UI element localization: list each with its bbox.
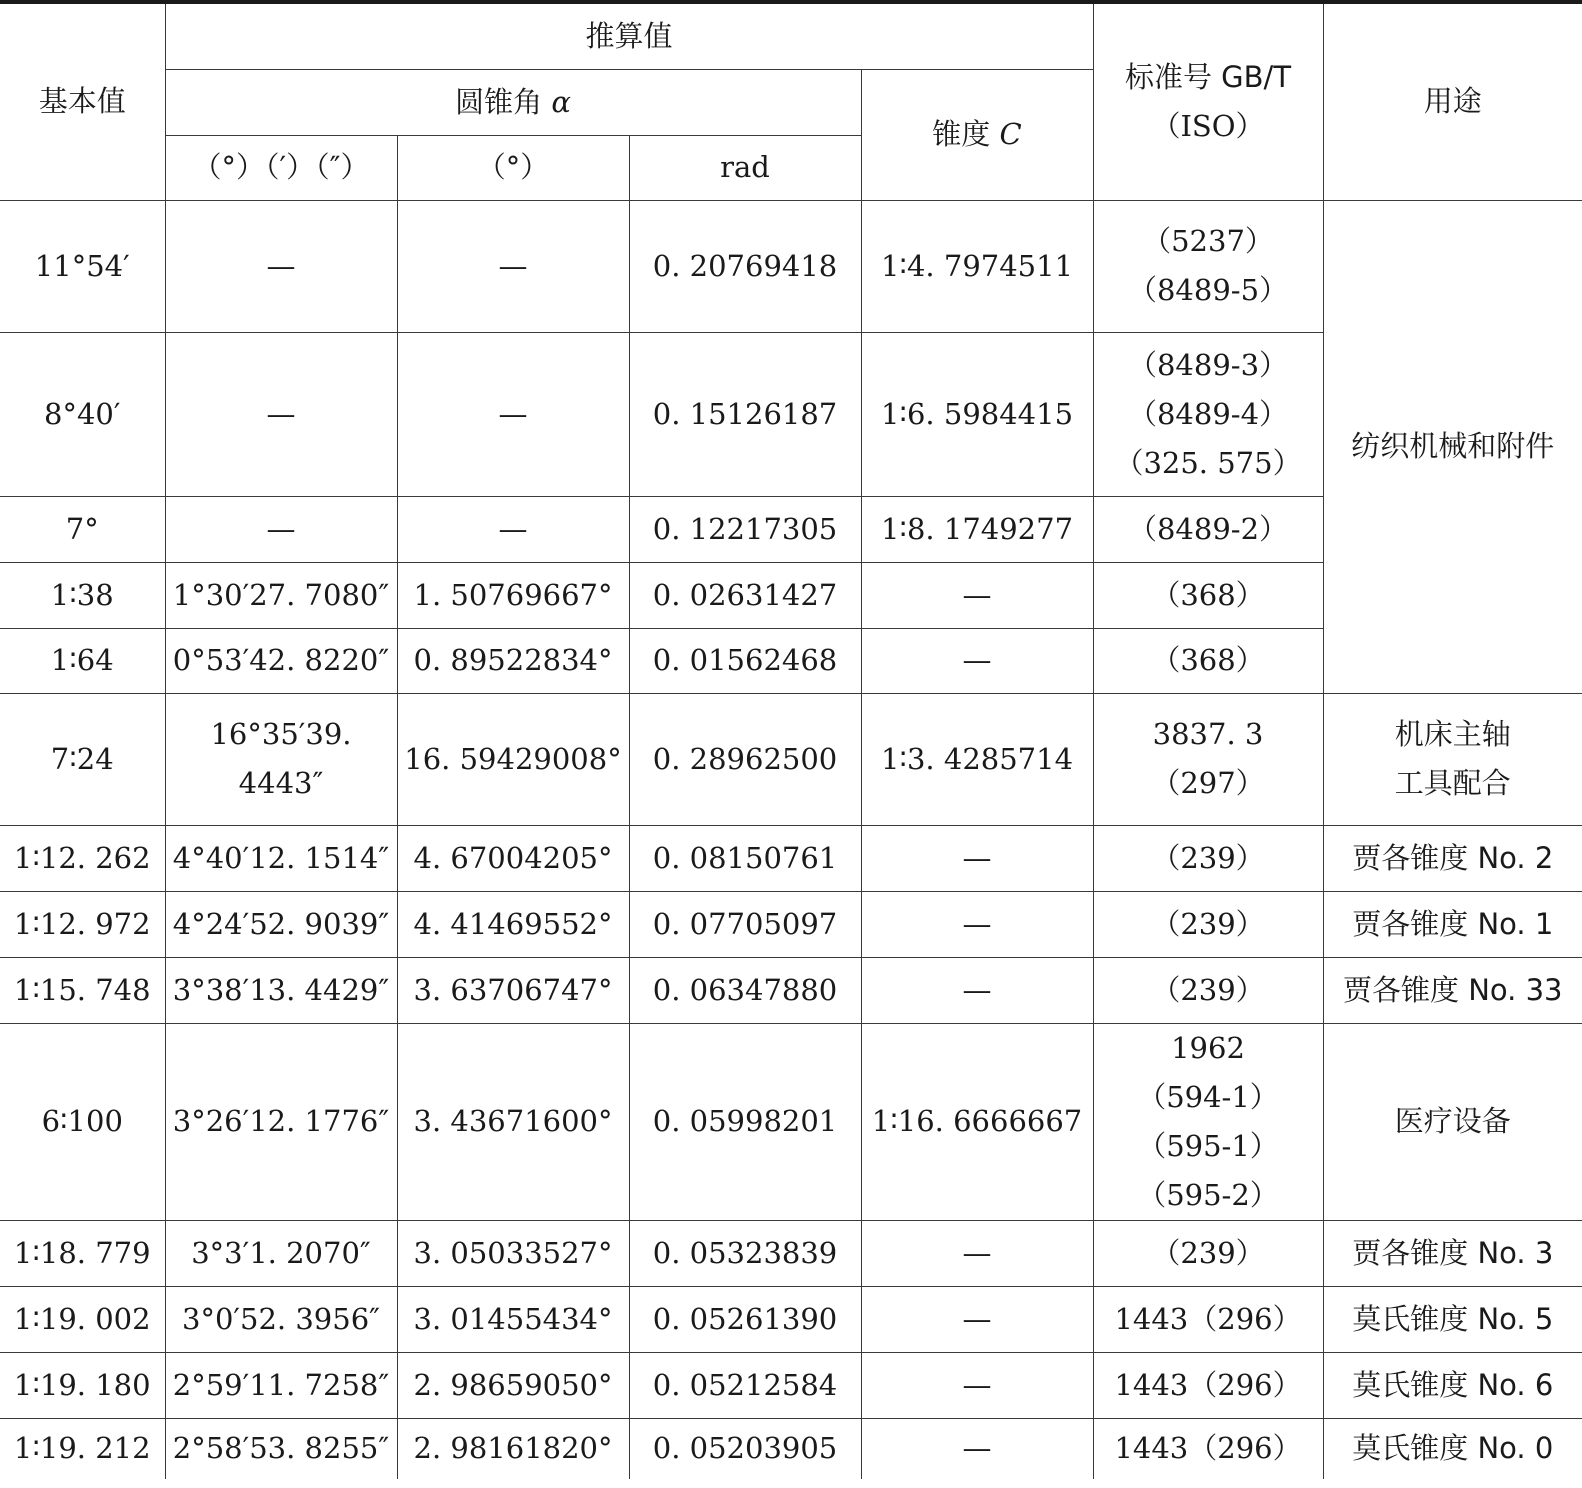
cell-taper: — <box>861 1220 1093 1286</box>
cell-standard-no <box>1093 891 1323 957</box>
cell-standard-no <box>1093 562 1323 628</box>
cell-taper: 1∶16. 6666667 <box>861 1023 1093 1220</box>
standard-no-line: （239） <box>1151 1235 1265 1270</box>
cell-angle-deg: 3. 05033527° <box>397 1220 629 1286</box>
standard-no-line: （325. 575） <box>1114 445 1302 480</box>
header-standard-no-line1: 标准号 GB/T <box>1124 59 1292 94</box>
cell-angle-rad: 0. 05212584 <box>629 1352 861 1418</box>
table-row <box>0 825 1582 891</box>
cell-standard-no <box>1093 332 1323 496</box>
cell-basic-value: 8°40′ <box>0 332 165 496</box>
table-row <box>0 693 1582 825</box>
standard-no-line: （594-1） <box>1137 1079 1279 1114</box>
cell-taper: 1∶6. 5984415 <box>861 332 1093 496</box>
standard-no-line: 1443（296） <box>1114 1301 1302 1336</box>
cell-taper: — <box>861 1352 1093 1418</box>
cell-usage <box>1323 1220 1582 1286</box>
standard-no-line: （595-2） <box>1137 1177 1279 1212</box>
table-row <box>0 1220 1582 1286</box>
cell-angle-dms: — <box>165 332 397 496</box>
cell-usage <box>1323 1352 1582 1418</box>
cell-angle-rad: 0. 05323839 <box>629 1220 861 1286</box>
cell-angle-dms: 1°30′27. 7080″ <box>165 562 397 628</box>
cell-taper: — <box>861 891 1093 957</box>
cell-angle-rad: 0. 12217305 <box>629 496 861 562</box>
usage-line: 机床主轴 <box>1394 717 1511 751</box>
cell-angle-deg: 3. 43671600° <box>397 1023 629 1220</box>
table-row <box>0 200 1582 332</box>
header-cone-angle-label: 圆锥角 <box>455 84 543 119</box>
standard-no-line: （368） <box>1151 577 1265 612</box>
cell-angle-deg: 3. 63706747° <box>397 957 629 1023</box>
cell-basic-value: 1∶64 <box>0 628 165 693</box>
cell-standard-no <box>1093 496 1323 562</box>
c-symbol: C <box>999 117 1022 151</box>
standard-no-line: 1962 <box>1171 1030 1245 1065</box>
taper-table <box>0 4 1582 1479</box>
standard-no-line: （368） <box>1151 643 1265 677</box>
cell-angle-rad: 0. 07705097 <box>629 891 861 957</box>
alpha-symbol: α <box>551 84 571 119</box>
cell-basic-value: 6∶100 <box>0 1023 165 1220</box>
standard-no-line: （5237） <box>1142 224 1274 258</box>
usage-line: 工具配合 <box>1394 766 1511 800</box>
cell-basic-value: 1∶12. 972 <box>0 891 165 957</box>
cell-basic-value: 1∶19. 212 <box>0 1418 165 1479</box>
header-col-dms: （°）（′）（″） <box>165 135 397 200</box>
header-standard-no <box>1093 4 1323 200</box>
cell-angle-dms: 3°38′13. 4429″ <box>165 957 397 1023</box>
cell-angle-deg: 2. 98161820° <box>397 1418 629 1479</box>
standard-no-line: （8489-4） <box>1127 396 1289 431</box>
cell-angle-rad: 0. 15126187 <box>629 332 861 496</box>
standard-no-line: （239） <box>1151 972 1265 1007</box>
cell-usage <box>1323 1286 1582 1352</box>
cell-angle-deg: 16. 59429008° <box>397 693 629 825</box>
table-row <box>0 1286 1582 1352</box>
cell-basic-value: 1∶12. 262 <box>0 825 165 891</box>
cell-standard-no <box>1093 1418 1323 1479</box>
cell-usage <box>1323 891 1582 957</box>
cell-taper: — <box>861 1418 1093 1479</box>
header-basic-value: 基本值 <box>0 4 165 200</box>
standard-no-line: 1443（296） <box>1114 1431 1302 1466</box>
standard-no-line: （239） <box>1151 840 1265 875</box>
standard-no-line: （8489-5） <box>1127 273 1289 307</box>
cell-angle-dms: 2°59′11. 7258″ <box>165 1352 397 1418</box>
cell-angle-dms: 4°40′12. 1514″ <box>165 825 397 891</box>
standard-no-line: （239） <box>1151 906 1265 941</box>
usage-line: 莫氏锥度 No. 5 <box>1352 1301 1554 1336</box>
cell-angle-rad: 0. 28962500 <box>629 693 861 825</box>
table-row <box>0 1418 1582 1479</box>
cell-taper: 1∶4. 7974511 <box>861 200 1093 332</box>
usage-line: 贾各锥度 No. 33 <box>1343 972 1563 1007</box>
cell-angle-dms: 3°0′52. 3956″ <box>165 1286 397 1352</box>
cell-basic-value: 1∶19. 180 <box>0 1352 165 1418</box>
cell-angle-dms: 0°53′42. 8220″ <box>165 628 397 693</box>
cell-angle-dms: — <box>165 496 397 562</box>
cell-angle-deg: — <box>397 496 629 562</box>
cell-angle-dms: 2°58′53. 8255″ <box>165 1418 397 1479</box>
cell-angle-rad: 0. 05203905 <box>629 1418 861 1479</box>
cell-taper: — <box>861 957 1093 1023</box>
standard-no-line: （297） <box>1151 766 1265 800</box>
cell-angle-deg: — <box>397 332 629 496</box>
cell-usage <box>1323 1418 1582 1479</box>
cell-angle-dms: 4°24′52. 9039″ <box>165 891 397 957</box>
cell-standard-no <box>1093 1286 1323 1352</box>
cell-angle-deg: — <box>397 200 629 332</box>
cell-standard-no <box>1093 200 1323 332</box>
cell-usage <box>1323 1023 1582 1220</box>
standard-no-line: 1443（296） <box>1114 1367 1302 1402</box>
header-taper <box>861 69 1093 200</box>
cell-angle-deg: 1. 50769667° <box>397 562 629 628</box>
cell-usage <box>1323 693 1582 825</box>
usage-line: 贾各锥度 No. 2 <box>1352 840 1554 875</box>
table-body <box>0 200 1582 1479</box>
cell-angle-deg: 0. 89522834° <box>397 628 629 693</box>
header-col-deg: （°） <box>397 135 629 200</box>
cell-basic-value: 7∶24 <box>0 693 165 825</box>
cell-angle-dms: — <box>165 200 397 332</box>
cell-standard-no <box>1093 1220 1323 1286</box>
cell-basic-value: 1∶15. 748 <box>0 957 165 1023</box>
cell-angle-dms: 3°26′12. 1776″ <box>165 1023 397 1220</box>
table-header <box>0 4 1582 200</box>
cell-usage <box>1323 825 1582 891</box>
cell-angle-rad: 0. 01562468 <box>629 628 861 693</box>
usage-line: 医疗设备 <box>1394 1104 1511 1138</box>
usage-line: 纺织机械和附件 <box>1351 429 1555 463</box>
header-usage: 用途 <box>1323 4 1582 200</box>
cell-angle-dms: 16°35′39. 4443″ <box>165 693 397 825</box>
cell-taper: — <box>861 628 1093 693</box>
cell-angle-rad: 0. 06347880 <box>629 957 861 1023</box>
cell-standard-no <box>1093 628 1323 693</box>
cell-angle-deg: 3. 01455434° <box>397 1286 629 1352</box>
cell-angle-rad: 0. 20769418 <box>629 200 861 332</box>
cell-standard-no <box>1093 1023 1323 1220</box>
usage-line: 贾各锥度 No. 1 <box>1352 906 1554 941</box>
standard-no-line: （8489-3） <box>1127 347 1289 382</box>
cell-angle-dms: 3°3′1. 2070″ <box>165 1220 397 1286</box>
header-taper-label: 锥度 <box>932 117 991 151</box>
cell-angle-deg: 4. 41469552° <box>397 891 629 957</box>
cell-basic-value: 1∶18. 779 <box>0 1220 165 1286</box>
cell-angle-rad: 0. 08150761 <box>629 825 861 891</box>
usage-line: 莫氏锥度 No. 0 <box>1352 1431 1554 1466</box>
table-row <box>0 957 1582 1023</box>
standard-no-line: （8489-2） <box>1127 511 1289 546</box>
table-row <box>0 1023 1582 1220</box>
cell-standard-no <box>1093 693 1323 825</box>
cell-angle-rad: 0. 05998201 <box>629 1023 861 1220</box>
header-derived-values: 推算值 <box>165 4 1093 69</box>
cell-taper: 1∶8. 1749277 <box>861 496 1093 562</box>
cell-usage <box>1323 200 1582 693</box>
cell-standard-no <box>1093 957 1323 1023</box>
cell-angle-rad: 0. 05261390 <box>629 1286 861 1352</box>
table-row <box>0 1352 1582 1418</box>
cell-basic-value: 1∶38 <box>0 562 165 628</box>
standard-no-line: （595-1） <box>1137 1128 1279 1163</box>
cell-taper: — <box>861 825 1093 891</box>
cell-basic-value: 1∶19. 002 <box>0 1286 165 1352</box>
usage-line: 贾各锥度 No. 3 <box>1352 1235 1554 1270</box>
table-row <box>0 891 1582 957</box>
cell-taper: — <box>861 562 1093 628</box>
cell-angle-deg: 2. 98659050° <box>397 1352 629 1418</box>
header-cone-angle <box>165 69 861 135</box>
cell-angle-rad: 0. 02631427 <box>629 562 861 628</box>
standard-no-line: 3837. 3 <box>1152 717 1264 751</box>
header-standard-no-line2: （ISO） <box>1151 108 1265 143</box>
cell-angle-deg: 4. 67004205° <box>397 825 629 891</box>
cell-taper: — <box>861 1286 1093 1352</box>
cell-basic-value: 11°54′ <box>0 200 165 332</box>
cell-taper: 1∶3. 4285714 <box>861 693 1093 825</box>
header-col-rad: rad <box>629 135 861 200</box>
cell-basic-value: 7° <box>0 496 165 562</box>
usage-line: 莫氏锥度 No. 6 <box>1352 1367 1554 1402</box>
cell-standard-no <box>1093 825 1323 891</box>
cell-standard-no <box>1093 1352 1323 1418</box>
cell-usage <box>1323 957 1582 1023</box>
